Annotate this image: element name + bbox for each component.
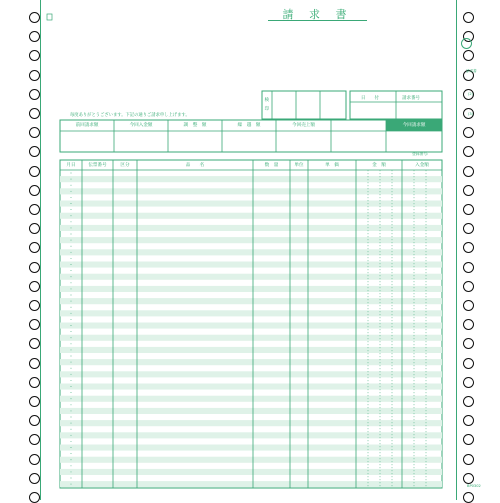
col-amount: 金 額 <box>372 163 386 168</box>
stamp-label-2: 印 <box>264 107 269 112</box>
date-dot <box>71 301 72 302</box>
stamp-label-1: 検 <box>264 98 269 103</box>
registration-label: 登録番号: <box>412 151 429 156</box>
date-dot <box>71 392 72 393</box>
table-row-tint <box>60 237 442 243</box>
table-row-tint <box>60 298 442 304</box>
date-dot <box>71 295 72 296</box>
table-row-tint <box>60 420 442 426</box>
table-row-tint <box>60 335 442 341</box>
table-row-tint <box>60 445 442 451</box>
date-dot <box>71 453 72 454</box>
table-row-tint <box>60 481 442 487</box>
date-dot <box>71 429 72 430</box>
date-dot <box>71 484 72 485</box>
number-label: 請求番号 <box>402 96 420 101</box>
date-dot <box>71 179 72 180</box>
col-quantity: 数 量 <box>264 163 279 168</box>
col-slip-number: 伝票番号 <box>88 163 107 168</box>
table-row-tint <box>60 274 442 280</box>
date-dot <box>71 319 72 320</box>
date-dot <box>71 258 72 259</box>
date-dot <box>71 325 72 326</box>
date-dot <box>71 478 72 479</box>
side-text-2: (2) <box>468 92 474 96</box>
date-dot <box>71 246 72 247</box>
summary-current-sales: 今回売上額 <box>292 123 315 128</box>
invoice-title: 請 求 書 <box>282 8 353 21</box>
date-dot <box>71 185 72 186</box>
date-dot <box>71 362 72 363</box>
table-row-tint <box>60 176 442 182</box>
table-row-tint <box>60 347 442 353</box>
date-dot <box>71 343 72 344</box>
date-dot <box>71 203 72 204</box>
table-row-tint <box>60 310 442 316</box>
date-dot <box>71 435 72 436</box>
date-dot <box>71 423 72 424</box>
date-dot <box>71 349 72 350</box>
table-row-tint <box>60 225 442 231</box>
date-dot <box>71 368 72 369</box>
col-product-name: 品 名 <box>185 163 205 168</box>
col-category: 区分 <box>120 163 130 168</box>
col-payment: 入金額 <box>415 163 429 168</box>
date-dot <box>71 374 72 375</box>
date-dot <box>71 398 72 399</box>
col-unit-price: 単 価 <box>325 163 339 168</box>
table-row-tint <box>60 469 442 475</box>
table-row-tint <box>60 432 442 438</box>
date-dot <box>71 410 72 411</box>
date-dot <box>71 215 72 216</box>
date-dot <box>71 173 72 174</box>
table-row-tint <box>60 408 442 414</box>
date-dot <box>71 307 72 308</box>
side-text-code: BP0302 <box>467 484 481 488</box>
date-dot <box>71 380 72 381</box>
date-number-box <box>350 91 442 119</box>
date-dot <box>71 197 72 198</box>
side-text-3: (3) <box>468 112 474 116</box>
date-dot <box>71 356 72 357</box>
date-dot <box>71 404 72 405</box>
date-dot <box>71 337 72 338</box>
date-dot <box>71 386 72 387</box>
summary-current-invoice: 今回請求額 <box>402 123 426 128</box>
table-row-tint <box>60 213 442 219</box>
item-table <box>60 160 442 488</box>
date-dot <box>71 191 72 192</box>
table-row-tint <box>60 188 442 194</box>
date-dot <box>71 264 72 265</box>
date-dot <box>71 276 72 277</box>
table-row-tint <box>60 457 442 463</box>
table-row-tint <box>60 359 442 365</box>
date-dot <box>71 240 72 241</box>
table-row-tint <box>60 262 442 268</box>
date-dot <box>71 447 72 448</box>
date-dot <box>71 313 72 314</box>
summary-payment-received: 今回入金額 <box>129 123 153 128</box>
table-row-tint <box>60 384 442 390</box>
date-dot <box>71 459 72 460</box>
summary-adjustment: 調 整 額 <box>183 123 207 128</box>
date-dot <box>71 227 72 228</box>
date-dot <box>71 465 72 466</box>
table-row-tint <box>60 323 442 329</box>
col-unit: 単位 <box>294 163 304 168</box>
greeting-text: 毎度ありがとうございます。下記の通りご請求申し上げます。 <box>70 113 190 118</box>
date-dot <box>71 252 72 253</box>
summary-prev-invoice: 前回請求額 <box>75 123 99 128</box>
date-label: 日 付 <box>361 96 379 101</box>
table-row-tint <box>60 201 442 207</box>
col-date: 月日 <box>66 163 76 168</box>
date-dot <box>71 270 72 271</box>
date-dot <box>71 209 72 210</box>
date-dot <box>71 471 72 472</box>
date-dot <box>71 221 72 222</box>
table-row-tint <box>60 371 442 377</box>
date-dot <box>71 417 72 418</box>
corner-mark <box>47 14 52 20</box>
circle-mark-icon <box>461 38 472 49</box>
stamp-box <box>262 91 346 119</box>
table-row-tint <box>60 396 442 402</box>
date-dot <box>71 331 72 332</box>
date-dot <box>71 441 72 442</box>
summary-carryover: 繰 越 額 <box>237 123 261 128</box>
side-text-invoice: 請求書 <box>466 69 477 73</box>
date-dot <box>71 282 72 283</box>
date-dot <box>71 288 72 289</box>
table-row-tint <box>60 286 442 292</box>
table-row-tint <box>60 249 442 255</box>
date-dot <box>71 234 72 235</box>
